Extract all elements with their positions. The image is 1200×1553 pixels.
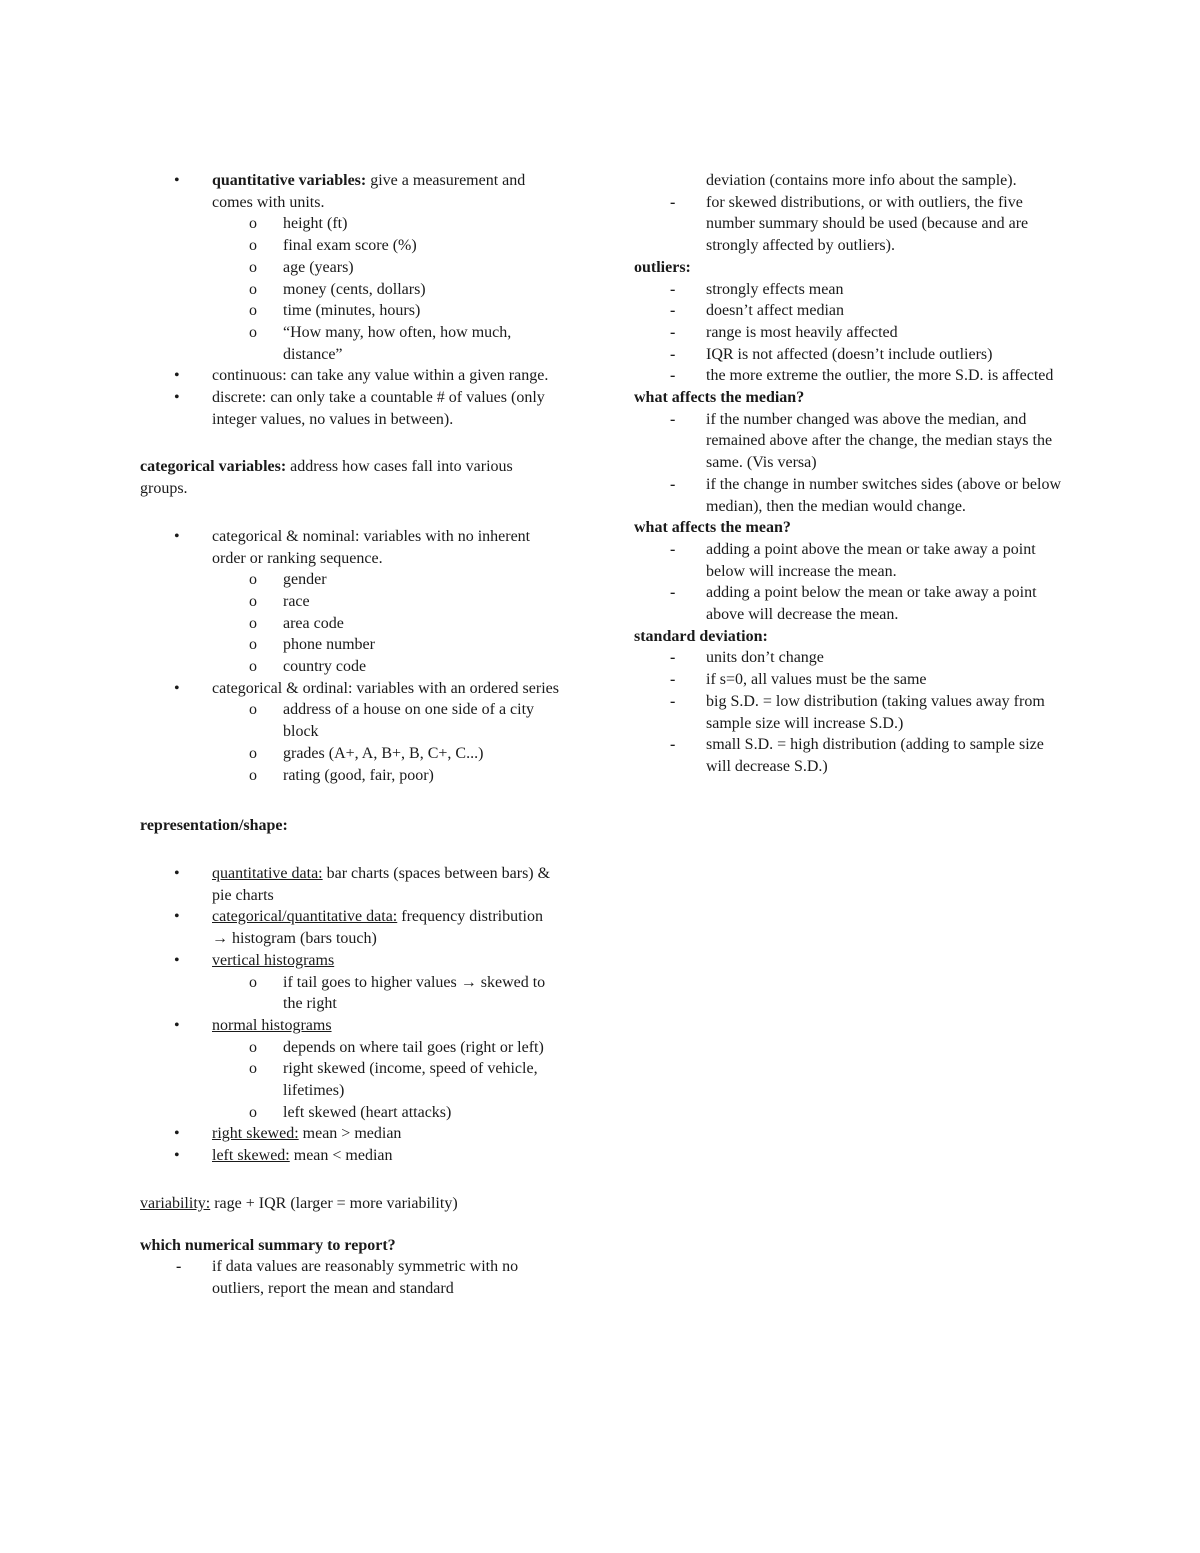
list-item: - strongly effects mean [634,279,1064,301]
bullet-icon: • [174,679,180,697]
term-categorical: categorical variables: [140,458,287,476]
list-item: o depends on where tail goes (right or left) [140,1037,560,1059]
list-item: - big S.D. = low distribution (taking values away from sample size will increase S.D.) [670,692,1045,732]
bullet-icon: • [174,172,180,189]
circle-bullet-icon: o [249,701,257,719]
circle-bullet-icon: o [249,258,257,276]
dash-bullet-icon: - [670,671,676,689]
list-item: - for skewed distributions, or with outliers, the five number summary should be used (because and are strongly affected by outliers). [670,193,1029,255]
list-item: - small S.D. = high distribution (adding to sample size will decrease S.D.) [670,736,1044,775]
dash-bullet-icon: - [670,649,676,667]
term-quantitative: quantitative variables: [212,172,367,189]
continued-text: deviation (contains more info about the sample). [706,172,1017,189]
list-item: - if s=0, all values must be the same [634,669,1064,691]
list-item: • categorical & ordinal: variables with an ordered series [140,678,560,700]
bullet-icon: • [174,1016,180,1034]
list-item: o final exam score (%) [140,235,560,257]
outliers-list [634,279,1064,388]
dash-bullet-icon: - [176,1258,182,1276]
circle-bullet-icon: o [249,215,257,233]
list-item: o address of a house on one side of a city block [249,701,535,741]
summary-list [140,1256,560,1299]
variability-paragraph: variability: rage + IQR (larger = more variability) [140,1194,458,1212]
list-item: • vertical histograms [140,950,560,972]
list-item: o race [140,591,560,613]
dash-bullet-icon: - [670,345,676,363]
median-list [634,409,1064,518]
dash-bullet-icon: - [670,323,676,341]
bullet-icon: • [174,1125,180,1143]
circle-bullet-icon: o [249,237,257,255]
dash-bullet-icon: - [670,280,676,298]
list-item: o if tail goes to higher values → skewed to the right [249,973,546,1013]
right-column [634,170,1064,778]
dash-bullet-icon: - [670,692,676,710]
list-item: o right skewed (income, speed of vehicle, lifetimes) [249,1060,538,1100]
categorical-list [140,526,560,786]
list-item: o grades (A+, A, B+, B, C+, C...) [140,743,560,765]
standard-deviation-heading: standard deviation: [634,627,768,645]
bullet-icon: • [174,527,180,545]
list-item: o country code [140,656,560,678]
left-column [140,170,560,1300]
bullet-icon: • [174,389,180,407]
circle-bullet-icon: o [249,973,257,991]
list-item: • left skewed: mean < median [140,1145,560,1167]
bullet-icon: • [174,1147,180,1165]
standard-deviation-list [634,647,1064,777]
list-item: o rating (good, fair, poor) [140,765,560,787]
circle-bullet-icon: o [249,1038,257,1056]
list-item: - range is most heavily affected [634,322,1064,344]
categorical-paragraph: categorical variables: address how cases fall into various groups. [140,458,513,498]
bullet-icon: • [174,367,180,385]
quantitative-list [140,170,560,430]
dash-bullet-icon: - [670,584,676,602]
dash-bullet-icon: - [670,410,676,428]
list-item: - the more extreme the outlier, the more S.D. is affected [634,365,1064,387]
list-item: o height (ft) [140,213,560,235]
list-item: o area code [140,613,560,635]
list-item: • categorical & nominal: variables with no inherent order or ranking sequence. [174,527,531,567]
bullet-icon: • [174,908,180,926]
summary-heading: which numerical summary to report? [140,1236,396,1254]
list-item: o age (years) [140,257,560,279]
median-heading: what affects the median? [634,389,805,407]
summary-list-continued [634,192,1064,257]
representation-list [140,863,560,1167]
mean-list [634,539,1064,626]
circle-bullet-icon: o [249,766,257,784]
circle-bullet-icon: o [249,592,257,610]
dash-bullet-icon: - [670,193,676,211]
list-item: o money (cents, dollars) [140,279,560,301]
dash-bullet-icon: - [670,302,676,320]
list-item: • normal histograms [140,1015,560,1037]
list-item: - if data values are reasonably symmetric with no outliers, report the mean and standard [176,1258,519,1297]
list-item: • quantitative data: bar charts (spaces between bars) & pie charts [174,864,551,904]
list-item: o gender [140,569,560,591]
circle-bullet-icon: o [249,280,257,298]
circle-bullet-icon: o [249,571,257,589]
list-item: - adding a point above the mean or take away a point below will increase the mean. [670,540,1036,580]
list-item: • right skewed: mean > median [140,1123,560,1145]
circle-bullet-icon: o [249,614,257,632]
list-item: - IQR is not affected (doesn’t include outliers) [634,344,1064,366]
list-item: o time (minutes, hours) [140,300,560,322]
list-item: • continuous: can take any value within a given range. [140,365,560,387]
list-item [140,170,560,213]
list-item: o phone number [140,634,560,656]
circle-bullet-icon: o [249,744,257,762]
outliers-heading: outliers: [634,258,691,276]
mean-heading: what affects the mean? [634,519,791,537]
dash-bullet-icon: - [670,540,676,558]
bullet-icon: • [174,864,180,882]
dash-bullet-icon: - [670,367,676,385]
list-item: o left skewed (heart attacks) [140,1102,560,1124]
definition: give a measurement and comes with units. [212,172,526,211]
circle-bullet-icon: o [249,658,257,676]
bullet-icon: • [174,951,180,969]
list-item: o “How many, how often, how much, distance” [249,323,512,363]
representation-heading: representation/shape: [140,817,288,835]
dash-bullet-icon: - [670,475,676,493]
dash-bullet-icon: - [670,736,676,754]
list-item: - if the number changed was above the median, and remained above after the change, the median stays the same. (Vis versa) [670,410,1053,472]
list-item: - adding a point below the mean or take away a point above will decrease the mean. [670,584,1037,624]
circle-bullet-icon: o [249,323,257,341]
list-item: - units don’t change [634,647,1064,669]
list-item: • categorical/quantitative data: frequency distribution → histogram (bars touch) [174,908,543,948]
list-item: - if the change in number switches sides (above or below median), then the median would change. [670,475,1062,515]
circle-bullet-icon: o [249,1060,257,1078]
circle-bullet-icon: o [249,636,257,654]
list-item: - doesn’t affect median [634,300,1064,322]
circle-bullet-icon: o [249,302,257,320]
list-item: • discrete: can only take a countable # of values (only integer values, no values in between). [174,389,545,428]
circle-bullet-icon: o [249,1103,257,1121]
